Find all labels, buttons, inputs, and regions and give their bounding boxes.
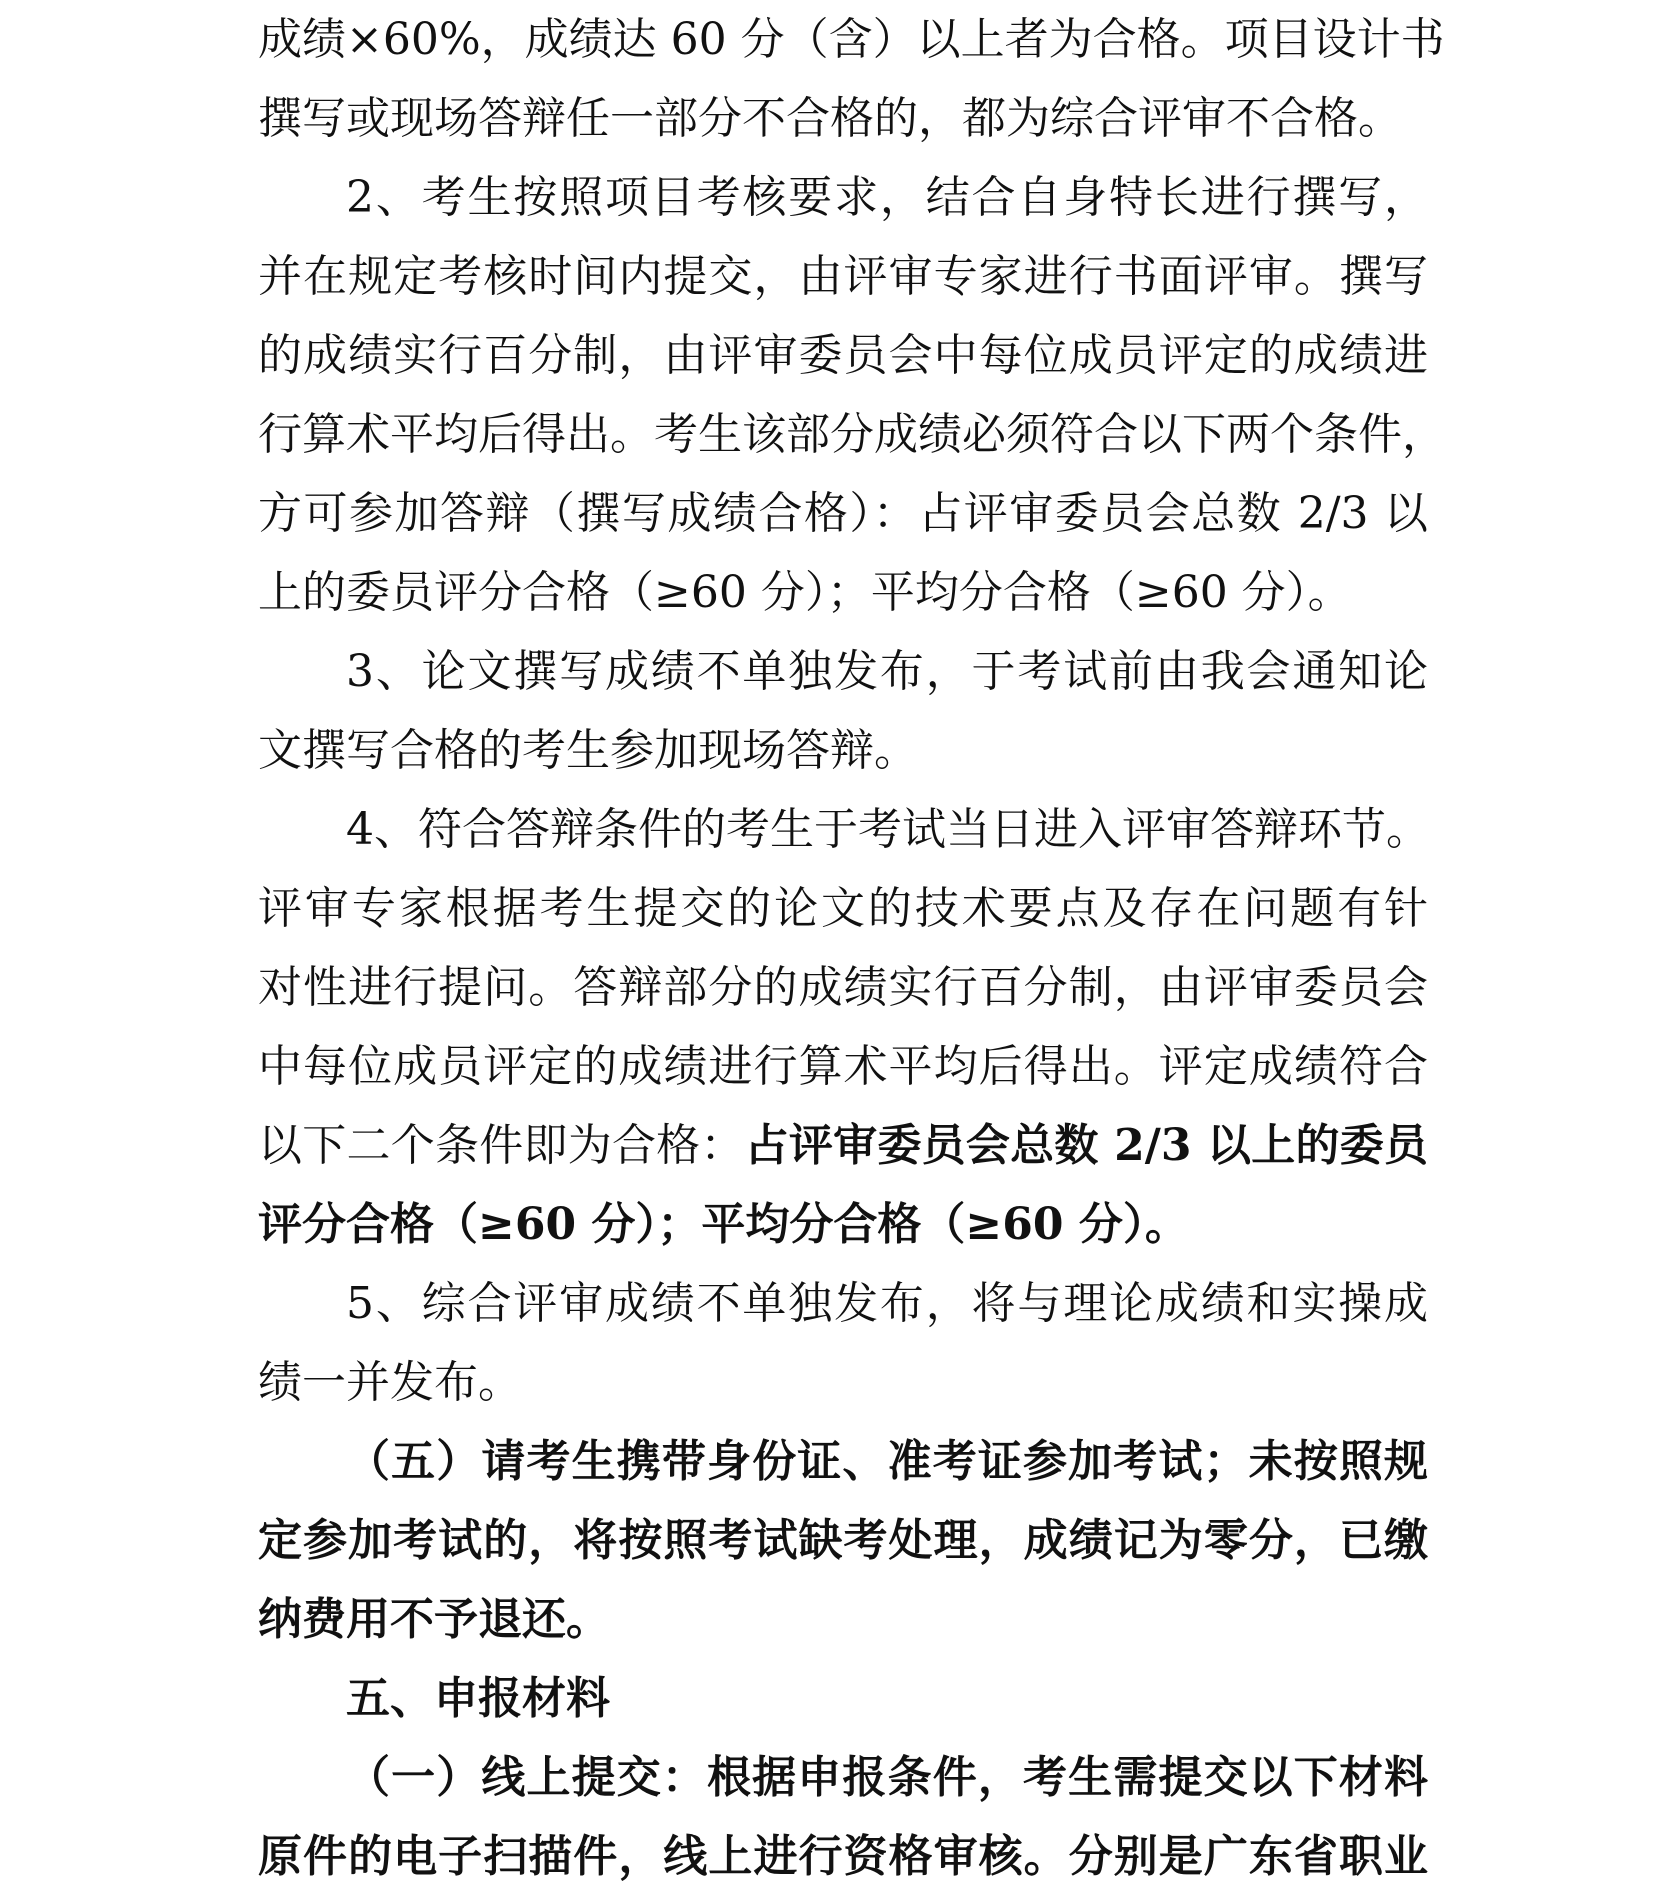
text-line: 行算术平均后得出。考生该部分成绩必须符合以下两个条件， — [258, 409, 1446, 460]
bold-text-segment: 占评审委员会总数 2/3 以上的委员 — [744, 1120, 1429, 1171]
text-line: 的成绩实行百分制，由评审委员会中每位成员评定的成绩进 — [258, 330, 1428, 381]
paragraph-score-rule — [258, 0, 1445, 158]
text-line: 4、符合答辩条件的考生于考试当日进入评审答辩环节。 — [346, 804, 1430, 855]
bold-text-line: 原件的电子扫描件，线上进行资格审核。分别是广东省职业 — [258, 1831, 1428, 1882]
text-line: 并在规定考核时间内提交，由评审专家进行书面评审。撰写 — [258, 251, 1428, 302]
text-line: 文撰写合格的考生参加现场答辩。 — [258, 725, 918, 776]
text-segment: 以下二个条件即为合格： — [258, 1120, 745, 1171]
text-line: 撰写或现场答辩任一部分不合格的，都为综合评审不合格。 — [258, 93, 1402, 144]
paragraph-item-5 — [258, 1264, 1428, 1422]
text-line: 对性进行提问。答辩部分的成绩实行百分制，由评审委员会 — [258, 962, 1428, 1013]
bold-text-line: 定参加考试的，将按照考试缺考处理，成绩记为零分，已缴 — [258, 1515, 1428, 1566]
paragraph-online-submit — [258, 1738, 1428, 1896]
paragraph-item-4 — [258, 790, 1428, 1264]
text-line: 5、综合评审成绩不单独发布，将与理论成绩和实操成 — [346, 1278, 1428, 1329]
section-title: 五、申报材料 — [346, 1673, 610, 1724]
text-line: 2、考生按照项目考核要求，结合自身特长进行撰写， — [346, 172, 1428, 223]
text-line: 成绩×60%，成绩达 60 分（含）以上者为合格。项目设计书 — [258, 14, 1445, 65]
bold-text-line: （一）线上提交：根据申报条件，考生需提交以下材料 — [346, 1752, 1428, 1803]
section-heading — [258, 1659, 1428, 1738]
paragraph-item-3 — [258, 632, 1428, 790]
paragraph-item-2 — [258, 158, 1446, 632]
text-line: 方可参加答辩（撰写成绩合格）：占评审委员会总数 2/3 以 — [258, 488, 1428, 539]
paragraph-notice-id — [258, 1422, 1428, 1659]
text-line: 上的委员评分合格（≥60 分）；平均分合格（≥60 分）。 — [258, 567, 1352, 618]
text-line: 绩一并发布。 — [258, 1357, 522, 1408]
text-line: 中每位成员评定的成绩进行算术平均后得出。评定成绩符合 — [258, 1041, 1428, 1092]
bold-text-line: 纳费用不予退还。 — [258, 1594, 610, 1645]
text-line-mixed — [258, 1106, 1428, 1185]
text-line: 3、论文撰写成绩不单独发布，于考试前由我会通知论 — [346, 646, 1428, 697]
bold-text-line: （五）请考生携带身份证、准考证参加考试；未按照规 — [346, 1436, 1428, 1487]
text-line: 评审专家根据考生提交的论文的技术要点及存在问题有针 — [258, 883, 1428, 934]
document-page — [258, 0, 1446, 1896]
bold-text-line: 评分合格（≥60 分）；平均分合格（≥60 分）。 — [258, 1199, 1189, 1250]
